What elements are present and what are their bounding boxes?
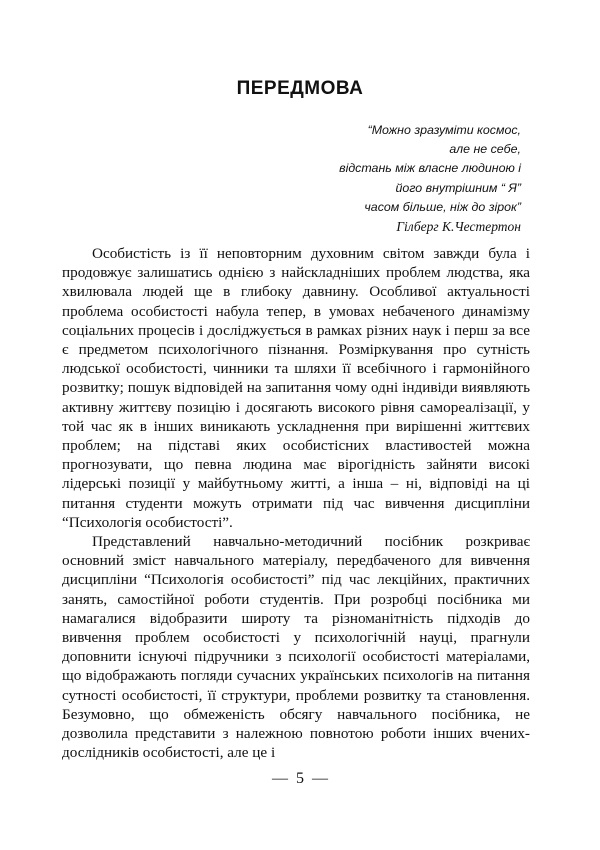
- epigraph-line: його внутрішним “ Я”: [395, 180, 521, 195]
- epigraph-author: Гілберг К.Честертон: [396, 219, 521, 235]
- body-text: [62, 244, 530, 762]
- page-title: ПЕРЕДМОВА: [236, 78, 364, 99]
- epigraph-line: але не себе,: [449, 142, 521, 157]
- paragraph: Представлений навчально-методичний посібник розкриває основний зміст навчального матеріалу, передбаченого для вивчення дисципліни “Психологія особистості” під час лекційних, практичних занять, самостійної роботи студентів. При розробці посібника ми намагалися відобразити широту та різноманітність підходів до вивчення проблем особистості у психологічній науці, прагнули доповнити існуючі підручники з психології особистості матеріалами, що відображають погляди сучасних українських психологів на питання сутності особистості, її структури, проблеми розвитку та становлення. Безумовно, що обмеженість обсягу навчального посібника, не дозволила представити з належною повнотою роботи інших вчених-дослідників особистості, але це і: [62, 533, 530, 762]
- epigraph-line: відстань між власне людиною і: [339, 161, 521, 176]
- epigraph-line: часом більше, ніж до зірок”: [364, 199, 521, 214]
- epigraph: [339, 121, 521, 236]
- page-number: — 5 —: [272, 770, 328, 787]
- paragraph: Особистість із її неповторним духовним світом завжди була і продовжує залишатись однією з найскладніших проблем людства, яка хвилювала людей ще в глибоку давнину. Особливої актуальності проблема особистості набула тепер, в умовах небаченого динамізму соціальних процесів і досліджується в рамках різних наук і перш за все є предметом психологічного пізнання. Розміркування про сутність людської особистості, чинники та шляхи її всебічного і гармонійного розвитку; пошук відповідей на запитання чому одні індивіди виявляють активну життєву позицію і досягають високого рівня самореалізації, у той час як в інших виникають ускладнення при вирішенні життєвих проблем; на підставі яких особистісних властивостей можна прогнозувати, що певна людина має вірогідність зайняти високі лідерські позиції у майбутньому житті, а інша – ні, відповіді на ці питання студенти можуть отримати під час вивчення дисципліни “Психологія особистості”.: [62, 245, 530, 531]
- epigraph-line: “Можно зразуміти космос,: [367, 123, 521, 137]
